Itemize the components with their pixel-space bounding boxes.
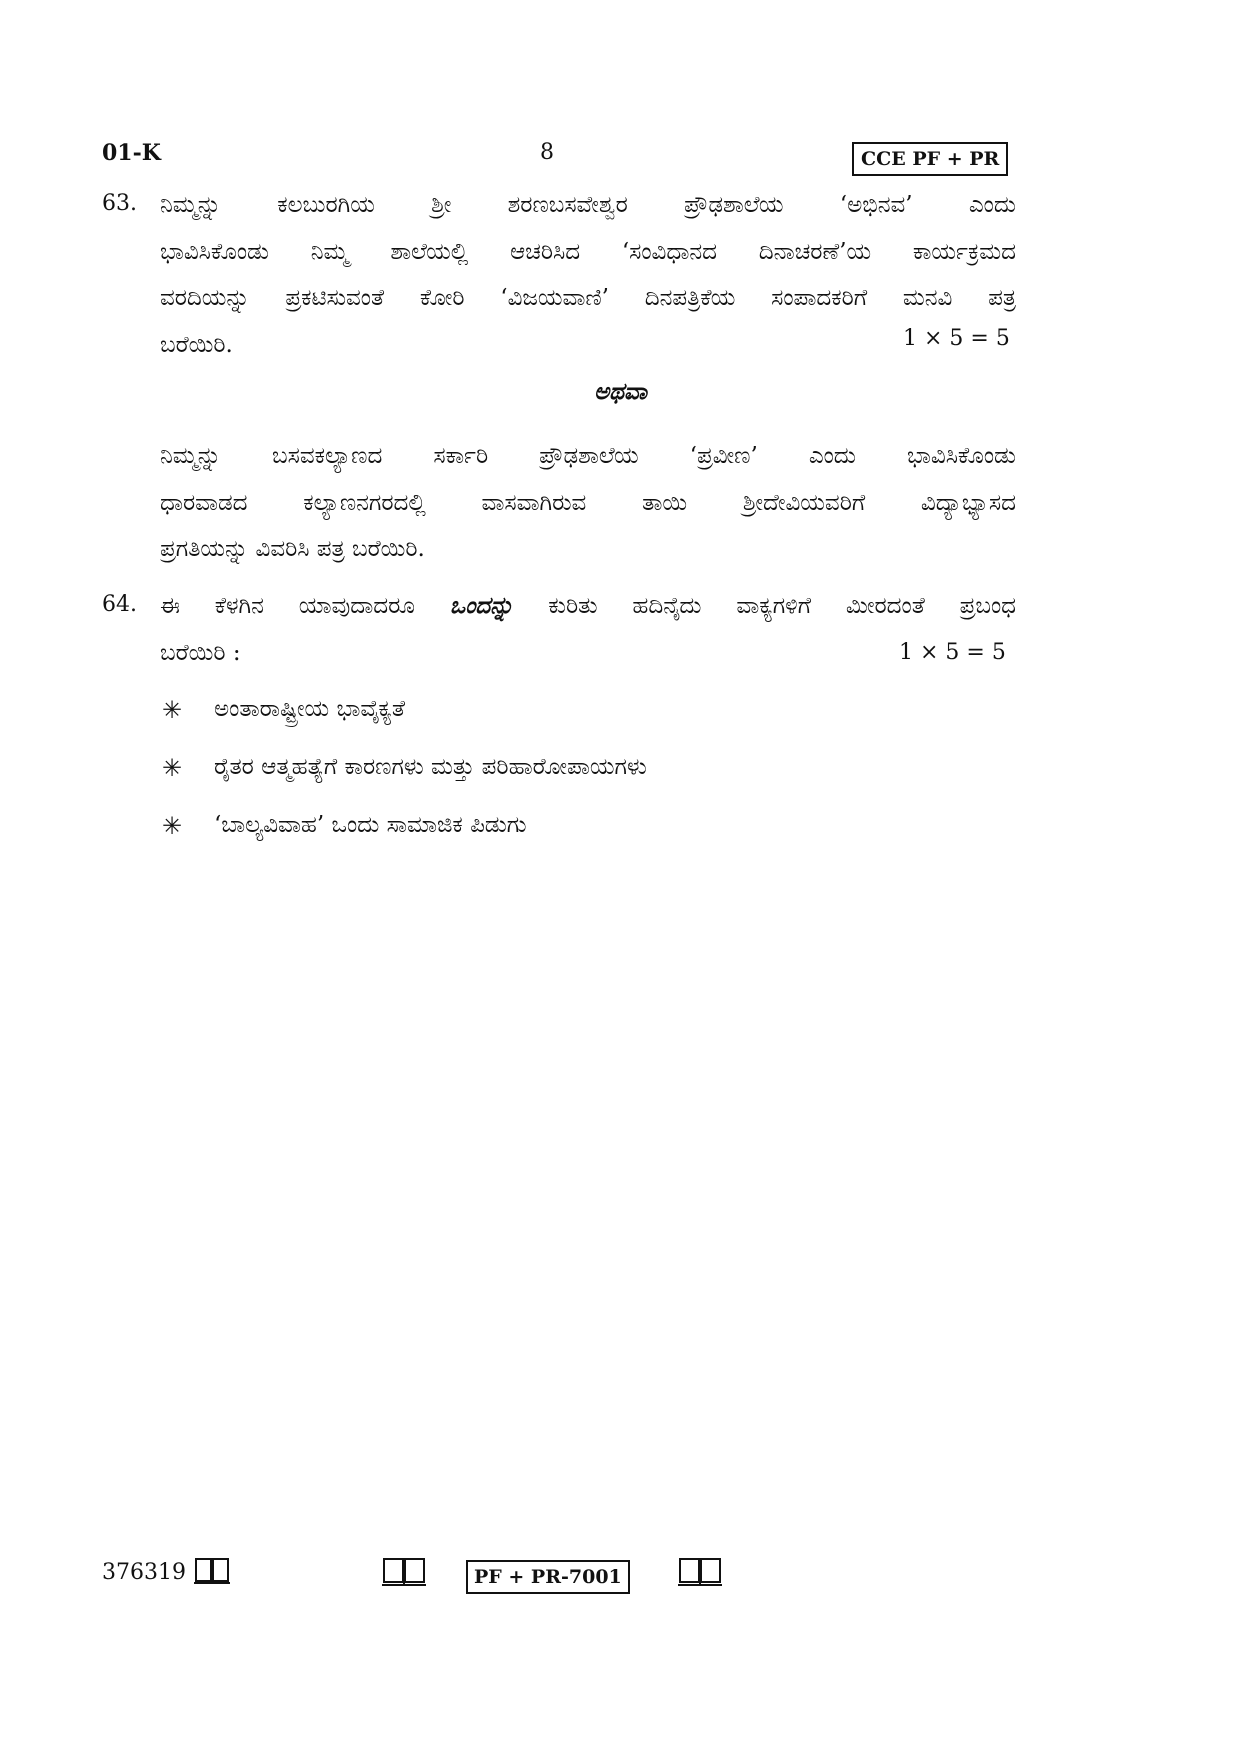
asterisk-bullet-icon: ✳ — [162, 754, 183, 782]
alternative-line: ನಿಮ್ಮನ್ನು ಬಸವಕಲ್ಯಾಣದ ಸರ್ಕಾರಿ ಪ್ರೌಢಶಾಲೆಯ ‘ಪ್ರವೀಣ’ ಎಂದು ಭಾವಿಸಿಕೊಂಡು — [160, 443, 1016, 469]
essay-topic-1: ಅಂತಾರಾಷ್ಟ್ರೀಯ ಭಾವೈಕ್ಯತೆ — [214, 696, 406, 722]
question-63-alternative-text — [160, 433, 1016, 573]
open-book-icon — [677, 1556, 723, 1588]
question-63-line: ನಿಮ್ಮನ್ನು ಕಲಬುರಗಿಯ ಶ್ರೀ ಶರಣಬಸವೇಶ್ವರ ಪ್ರೌಢಶಾಲೆಯ ‘ಅಭಿನವ’ ಎಂದು — [160, 192, 1016, 218]
question-64-text-after: ಕುರಿತು ಹದಿನೈದು ವಾಕ್ಯಗಳಿಗೆ ಮೀರದಂತೆ ಪ್ರಬಂಧ — [548, 593, 1017, 619]
exam-code-box: CCE PF + PR — [852, 142, 1008, 176]
asterisk-bullet-icon: ✳ — [162, 696, 183, 724]
question-64-text — [160, 583, 1016, 676]
question-64-emphasis: ಒಂದನ್ನು — [449, 592, 514, 619]
question-63-marks: 1 × 5 = 5 — [903, 326, 1010, 351]
question-63-text — [160, 182, 1016, 368]
question-63-line: ವರದಿಯನ್ನು ಪ್ರಕಟಿಸುವಂತೆ ಕೋರಿ ‘ವಿಜಯವಾಣಿ’ ದಿನಪತ್ರಿಕೆಯ ಸಂಪಾದಕರಿಗೆ ಮನವಿ ಪತ್ರ — [160, 285, 1016, 311]
booklet-code-box: PF + PR-7001 — [466, 1560, 630, 1594]
paper-code: 01-K — [102, 140, 161, 166]
serial-number: 376319 — [102, 1560, 186, 1585]
question-64-line — [160, 583, 1016, 630]
alternative-line: ಪ್ರಗತಿಯನ್ನು ವಿವರಿಸಿ ಪತ್ರ ಬರೆಯಿರಿ. — [160, 536, 425, 562]
question-64-marks: 1 × 5 = 5 — [899, 640, 1006, 665]
question-64-number: 64. — [102, 592, 137, 617]
essay-topic-2: ರೈತರ ಆತ್ಮಹತ್ಯೆಗೆ ಕಾರಣಗಳು ಮತ್ತು ಪರಿಹಾರೋಪಾಯಗಳು — [214, 754, 647, 780]
page-number: 8 — [540, 140, 554, 165]
open-book-icon — [381, 1556, 427, 1588]
or-label: ಅಥವಾ — [594, 378, 647, 405]
essay-topic-3: ‘ಬಾಲ್ಯವಿವಾಹ’ ಒಂದು ಸಾಮಾಜಿಕ ಪಿಡುಗು — [214, 812, 527, 838]
question-63-line: ಭಾವಿಸಿಕೊಂಡು ನಿಮ್ಮ ಶಾಲೆಯಲ್ಲಿ ಆಚರಿಸಿದ ‘ಸಂವಿಧಾನದ ದಿನಾಚರಣೆ’ಯ ಕಾರ್ಯಕ್ರಮದ — [160, 238, 1016, 265]
alternative-line: ಧಾರವಾಡದ ಕಲ್ಯಾಣನಗರದಲ್ಲಿ ವಾಸವಾಗಿರುವ ತಾಯಿ ಶ್ರೀದೇವಿಯವರಿಗೆ ವಿದ್ಯಾಭ್ಯಾಸದ — [160, 489, 1016, 516]
question-63-line: ಬರೆಯಿರಿ. — [160, 331, 233, 358]
open-book-icon — [193, 1556, 231, 1586]
question-63-number: 63. — [102, 191, 137, 216]
asterisk-bullet-icon: ✳ — [162, 812, 183, 840]
question-64-text-before: ಈ ಕೆಳಗಿನ ಯಾವುದಾದರೂ — [160, 593, 415, 619]
question-64-line: ಬರೆಯಿರಿ : — [160, 639, 241, 666]
